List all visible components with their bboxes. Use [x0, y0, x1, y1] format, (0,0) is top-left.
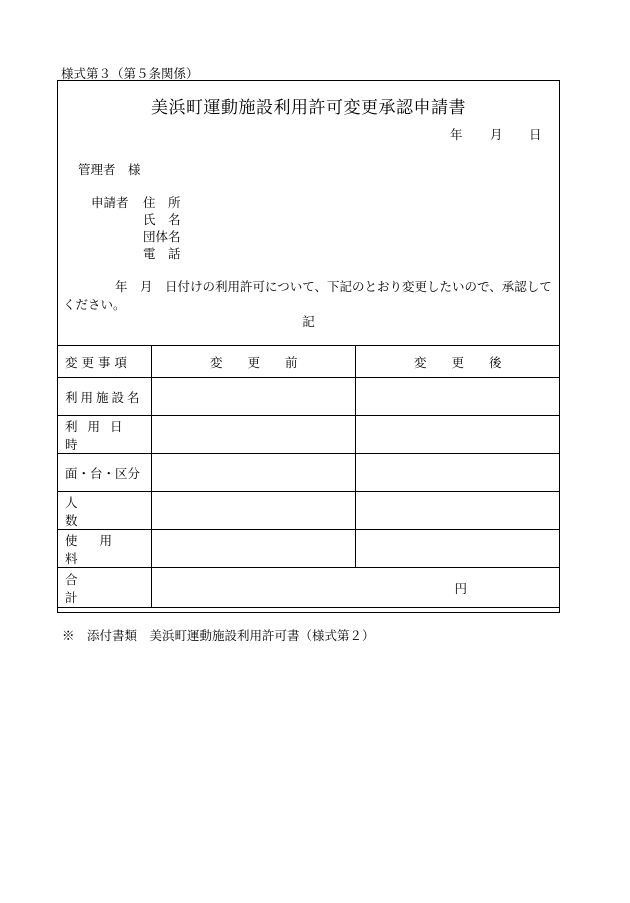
table-row	[58, 378, 560, 416]
applicant-phone-label: 電 話	[143, 246, 181, 261]
header-change-item	[58, 346, 152, 378]
attachment-note: ※ 添付書類 美浜町運動施設利用許可書（様式第２）	[62, 628, 375, 643]
table-row	[58, 530, 560, 568]
row-label-cell	[58, 492, 152, 530]
before-cell[interactable]	[151, 378, 356, 416]
table-total-row	[58, 568, 560, 608]
applicant-group-label: 団体名	[143, 229, 181, 244]
request-body-content: 年 月 日付けの利用許可について、下記のとおり変更したいので、承認してください。	[63, 279, 552, 312]
addressee: 管理者 様	[78, 162, 141, 177]
total-amount-cell[interactable]	[151, 568, 559, 608]
total-label-cell	[58, 568, 152, 608]
applicant-name-label: 氏 名	[143, 212, 181, 227]
row-label: 利用日時	[65, 418, 133, 452]
row-label-cell	[58, 378, 152, 416]
date-year-label: 年	[450, 127, 463, 142]
row-label: 使用料	[65, 532, 135, 566]
after-cell[interactable]	[356, 416, 560, 454]
note-heading: 記	[302, 314, 315, 329]
after-cell[interactable]	[356, 530, 560, 568]
before-cell[interactable]	[151, 454, 356, 492]
after-cell[interactable]	[356, 454, 560, 492]
date-day-label: 日	[529, 127, 542, 142]
row-label: 利用施設名	[65, 389, 143, 405]
table-header-row	[58, 346, 560, 378]
row-label: 人数	[65, 494, 130, 528]
before-cell[interactable]	[151, 492, 356, 530]
table-row	[58, 416, 560, 454]
applicant-address-label: 住 所	[143, 195, 181, 210]
row-label-cell	[58, 530, 152, 568]
form-number-label: 様式第３（第５条関係）	[61, 66, 199, 81]
header-before: 変 更 前	[151, 346, 356, 378]
before-cell[interactable]	[151, 530, 356, 568]
date-month-label: 月	[490, 127, 503, 142]
header-after: 変 更 後	[356, 346, 560, 378]
request-body-text	[63, 278, 557, 314]
change-table	[57, 345, 560, 608]
table-row	[58, 454, 560, 492]
after-cell[interactable]	[356, 492, 560, 530]
before-cell[interactable]	[151, 416, 356, 454]
applicant-label: 申請者	[91, 195, 129, 210]
row-label: 面・台・区分	[65, 465, 141, 481]
after-cell[interactable]	[356, 378, 560, 416]
header-change-item-text: 変 更 事 項	[65, 354, 127, 370]
form-title: 美浜町運動施設利用許可変更承認申請書	[151, 98, 466, 118]
total-label: 合計	[65, 571, 130, 605]
table-row	[58, 492, 560, 530]
yen-unit: 円	[454, 580, 467, 596]
row-label-cell	[58, 454, 152, 492]
row-label-cell	[58, 416, 152, 454]
